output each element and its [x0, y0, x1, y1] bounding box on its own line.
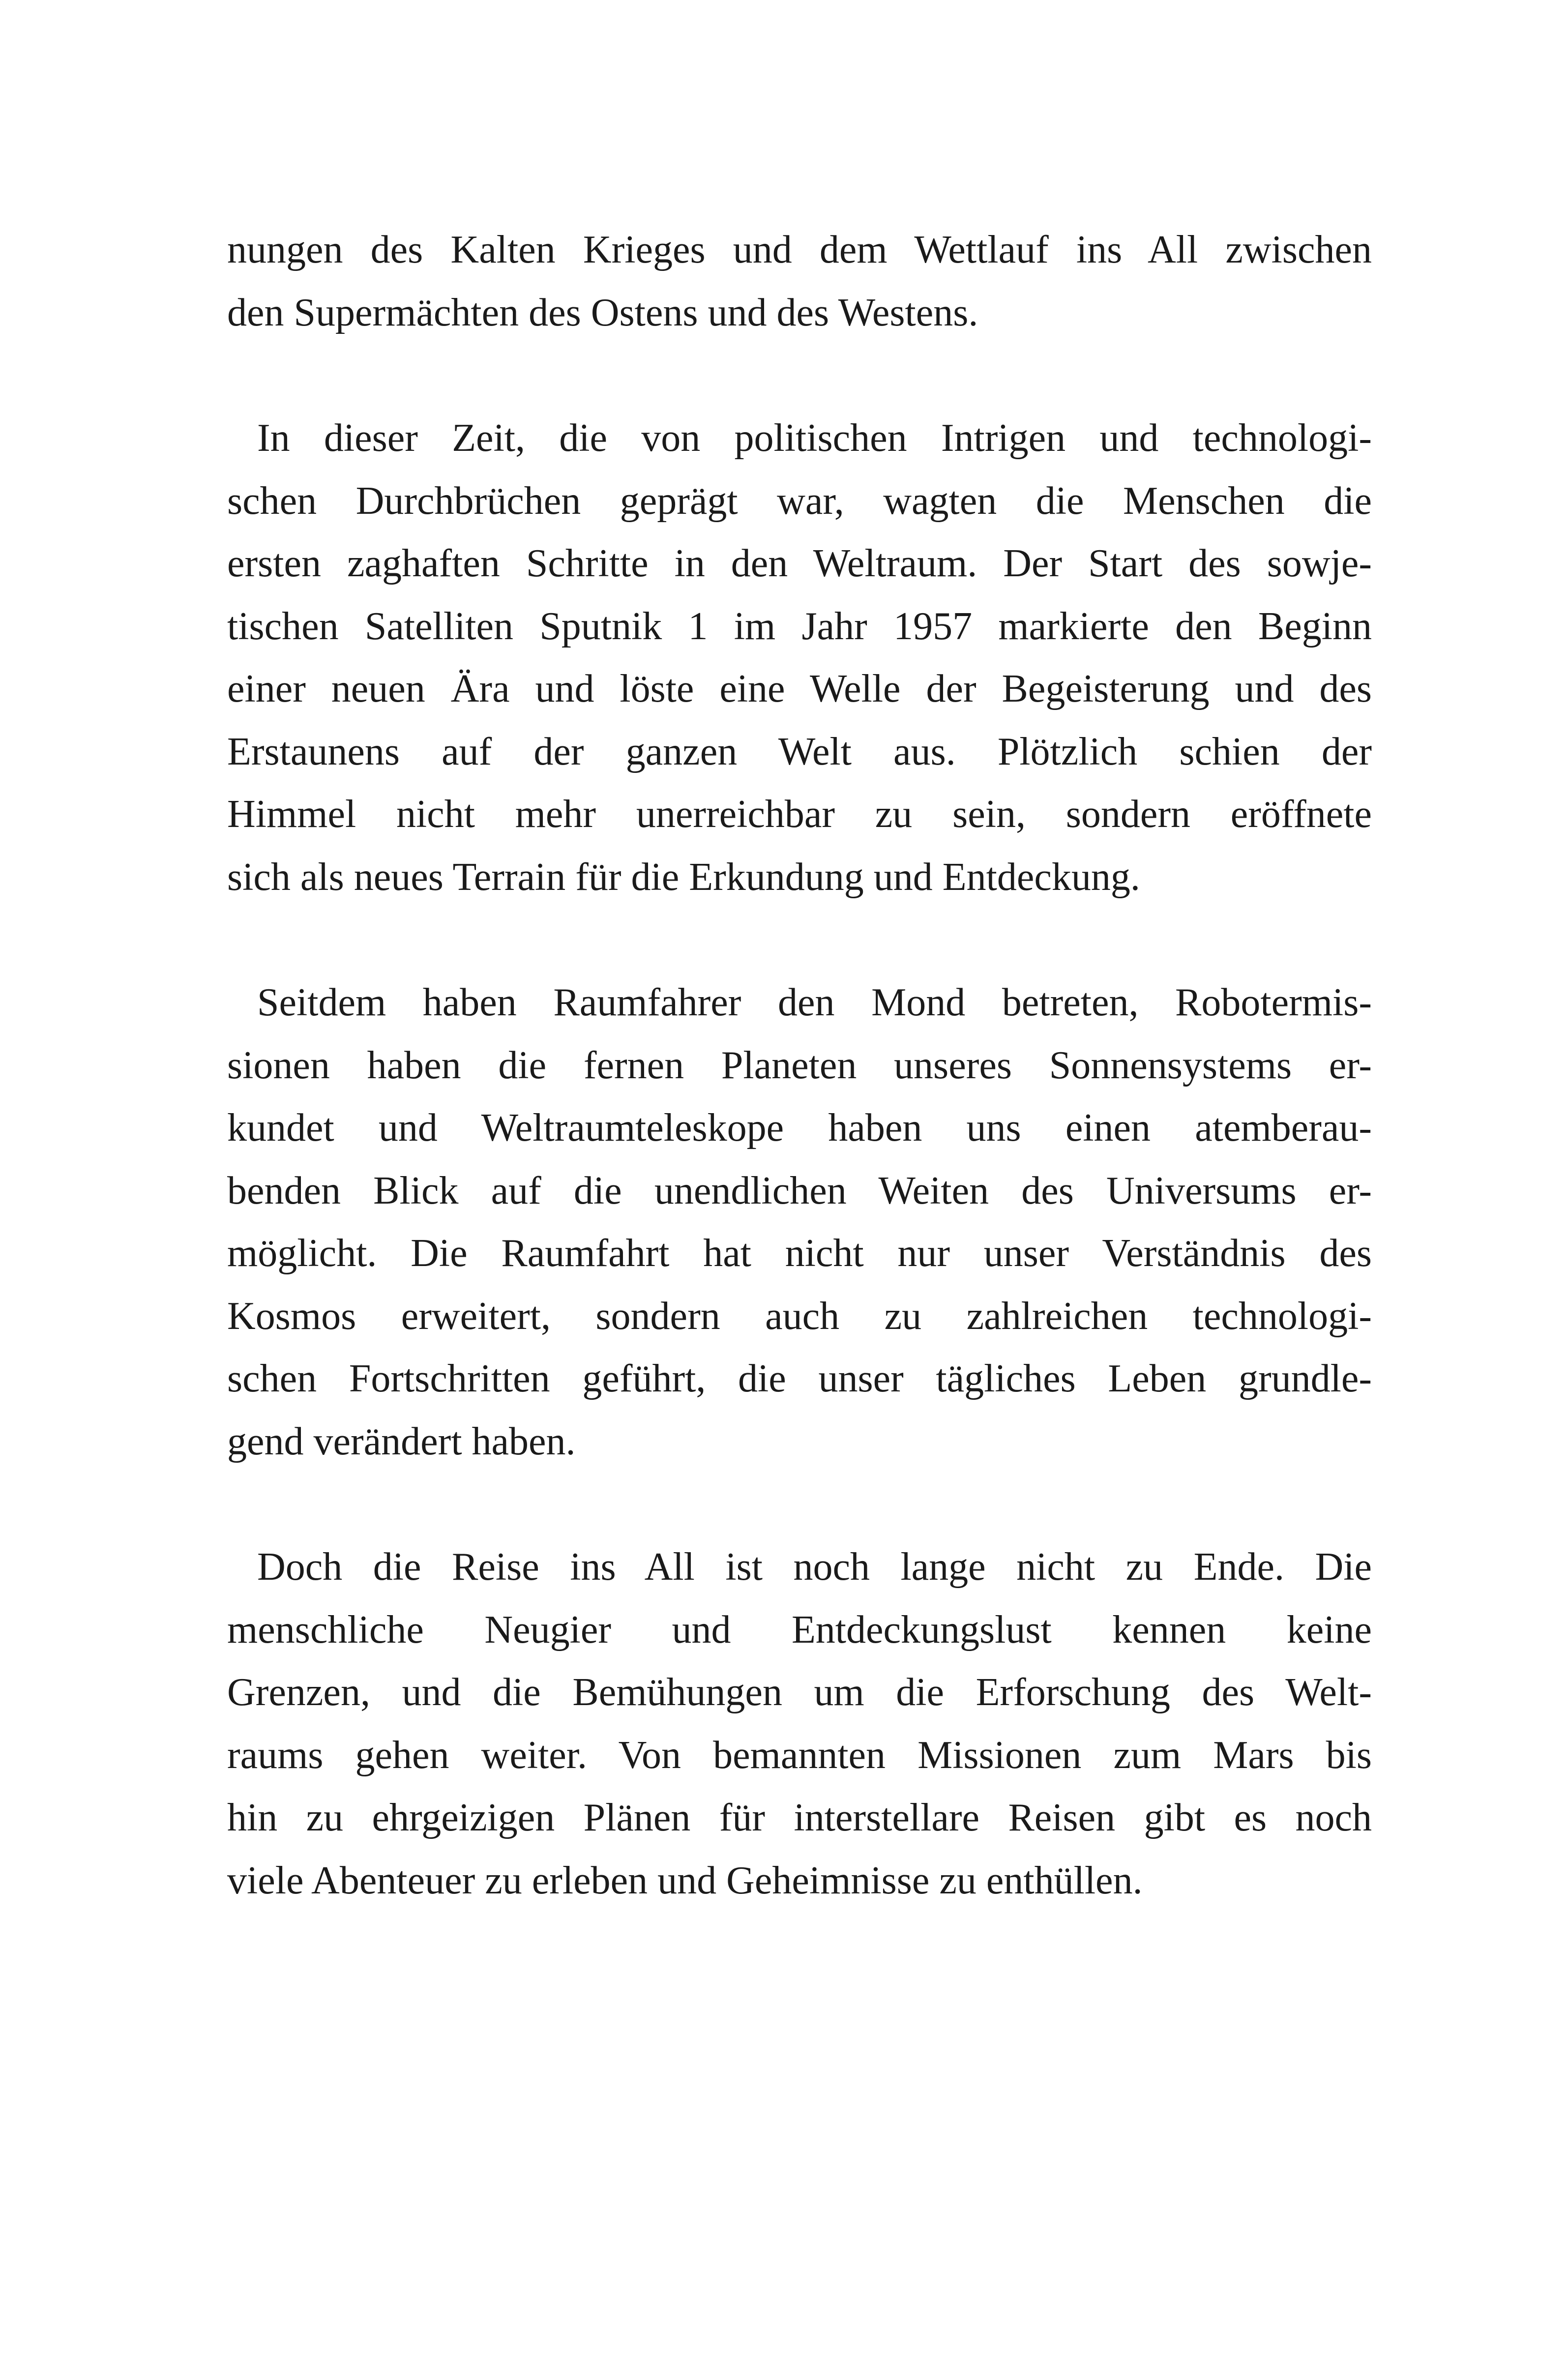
text-line: In dieser Zeit, die von politischen Intrigen und technologi- [257, 416, 1372, 460]
paragraph-4 [227, 1536, 1372, 1912]
text-line: den Supermächten des Ostens und des Westens. [227, 291, 978, 334]
paragraph-1 [227, 219, 1372, 344]
text-line: kundet und Weltraumteleskope haben uns einen atemberau- [227, 1106, 1372, 1150]
text-line: Kosmos erweitert, sondern auch zu zahlreichen technologi- [227, 1294, 1372, 1338]
text-line: benden Blick auf die unendlichen Weiten des Universums er- [227, 1169, 1372, 1212]
text-line: menschliche Neugier und Entdeckungslust kennen keine [227, 1608, 1372, 1652]
text-line: tischen Satelliten Sputnik 1 im Jahr 1957 markierte den Beginn [227, 604, 1372, 648]
body-text [227, 219, 1372, 1912]
text-line: hin zu ehrgeizigen Plänen für interstellare Reisen gibt es noch [227, 1796, 1372, 1839]
text-line: Grenzen, und die Bemühungen um die Erforschung des Welt- [227, 1671, 1372, 1714]
text-line: gend verändert haben. [227, 1419, 576, 1463]
text-line: möglicht. Die Raumfahrt hat nicht nur unser Verständnis des [227, 1232, 1372, 1275]
text-line: Himmel nicht mehr unerreichbar zu sein, sondern eröffnete [227, 793, 1372, 836]
text-line: viele Abenteuer zu erleben und Geheimnisse zu enthüllen. [227, 1858, 1143, 1902]
text-line: sich als neues Terrain für die Erkundung und Entdeckung. [227, 855, 1140, 899]
text-line: nungen des Kalten Krieges und dem Wettlauf ins All zwischen [227, 228, 1372, 271]
text-line: Seitdem haben Raumfahrer den Mond betreten, Robotermis- [257, 981, 1372, 1024]
text-line: sionen haben die fernen Planeten unseres Sonnensystems er- [227, 1043, 1372, 1087]
text-line: schen Fortschritten geführt, die unser tägliches Leben grundle- [227, 1357, 1372, 1400]
paragraph-2 [227, 407, 1372, 909]
text-line: raums gehen weiter. Von bemannten Missionen zum Mars bis [227, 1733, 1372, 1777]
text-line: Doch die Reise ins All ist noch lange nicht zu Ende. Die [257, 1545, 1372, 1589]
text-line: ersten zaghaften Schritte in den Weltraum. Der Start des sowje- [227, 542, 1372, 585]
text-line: schen Durchbrüchen geprägt war, wagten die Menschen die [227, 479, 1372, 523]
text-line: einer neuen Ära und löste eine Welle der Begeisterung und des [227, 667, 1372, 710]
paragraph-3 [227, 972, 1372, 1473]
text-line: Erstaunens auf der ganzen Welt aus. Plötzlich schien der [227, 730, 1372, 773]
